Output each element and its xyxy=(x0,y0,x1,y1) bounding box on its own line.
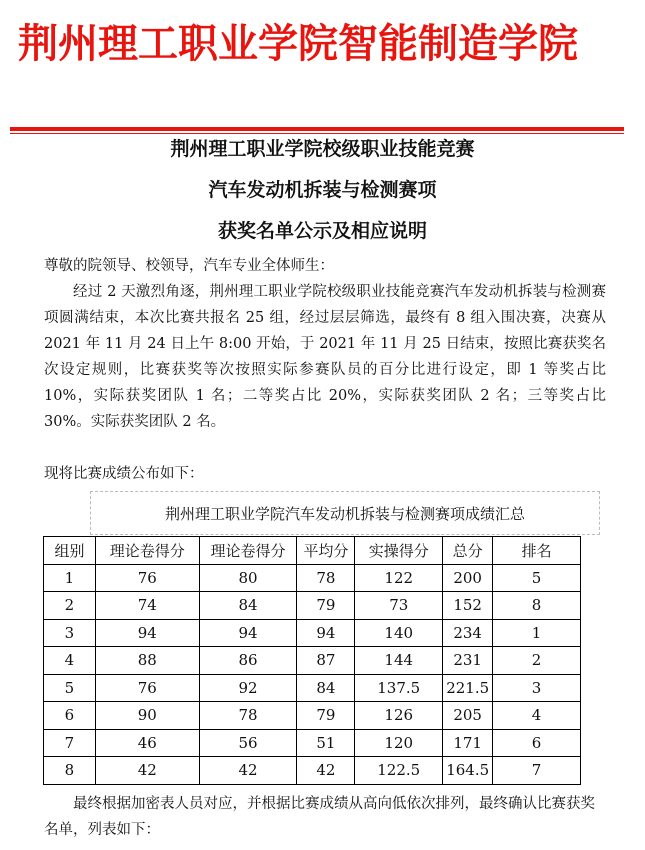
table-cell: 42 xyxy=(199,757,297,785)
announcement-line: 现将比赛成绩公布如下： xyxy=(44,466,204,482)
table-row xyxy=(44,702,581,730)
table-cell: 7 xyxy=(493,757,581,785)
table-row xyxy=(44,729,581,757)
table-cell: 120 xyxy=(355,729,443,757)
table-cell: 76 xyxy=(95,674,199,702)
table-cell: 205 xyxy=(443,702,493,730)
table-row xyxy=(44,619,581,647)
table-cell: 94 xyxy=(199,619,297,647)
table-cell: 122 xyxy=(355,564,443,592)
table-cell: 152 xyxy=(443,592,493,620)
table-cell: 144 xyxy=(355,647,443,675)
table-cell: 51 xyxy=(297,729,355,757)
table-cell: 4 xyxy=(493,702,581,730)
table-row xyxy=(44,757,581,785)
table-cell: 42 xyxy=(95,757,199,785)
greeting: 尊敬的院领导、校领导，汽车专业全体师生： xyxy=(44,258,334,274)
table-cell: 140 xyxy=(355,619,443,647)
table-cell: 164.5 xyxy=(443,757,493,785)
table-cell: 4 xyxy=(44,647,96,675)
header-cell: 理论卷得分 xyxy=(95,537,199,565)
table-cell: 73 xyxy=(355,592,443,620)
table-cell: 74 xyxy=(95,592,199,620)
document-title-line-2: 汽车发动机拆装与检测赛项 xyxy=(208,179,437,201)
table-cell: 92 xyxy=(199,674,297,702)
table-cell: 76 xyxy=(95,564,199,592)
table-caption: 荆州理工职业学院汽车发动机拆装与检测赛项成绩汇总 xyxy=(90,491,600,535)
table-row xyxy=(44,564,581,592)
table-cell: 5 xyxy=(44,674,96,702)
table-cell: 46 xyxy=(95,729,199,757)
header-cell: 组别 xyxy=(44,537,96,565)
table-header-row xyxy=(44,537,581,565)
table-row xyxy=(44,647,581,675)
header-cell: 平均分 xyxy=(297,537,355,565)
table-cell: 8 xyxy=(493,592,581,620)
table-row xyxy=(44,592,581,620)
table-cell: 7 xyxy=(44,729,96,757)
table-cell: 84 xyxy=(199,592,297,620)
table-cell: 90 xyxy=(95,702,199,730)
table-cell: 1 xyxy=(44,564,96,592)
header-cell: 排名 xyxy=(493,537,581,565)
table-row xyxy=(44,674,581,702)
table-cell: 3 xyxy=(493,674,581,702)
masthead-divider-thick xyxy=(10,127,624,131)
table-cell: 86 xyxy=(199,647,297,675)
table-cell: 6 xyxy=(44,702,96,730)
table-cell: 80 xyxy=(199,564,297,592)
table-cell: 56 xyxy=(199,729,297,757)
main-paragraph: 经过 2 天激烈角逐，荆州理工职业学院校级职业技能竞赛汽车发动机拆装与检测赛项圆满结束，本次比赛共报名 25 组，经过层层筛选，最终有 8 组入围决赛，决赛从 2021 年 11 月 24 日上午 8:00 开始，于 2021 年 11 月 25 日结束，按照比赛获奖名次设定规则，比赛获奖等次按照实际参赛队员的百分比进行设定，即 1 等奖占比 10%，实际获奖团队 1 名；二等奖占比 20%，实际获奖团队 2 名；三等奖占比 30%。实际获奖团队 2 名。 xyxy=(44,284,606,430)
table-cell: 78 xyxy=(199,702,297,730)
document-title-line-3: 获奖名单公示及相应说明 xyxy=(217,220,427,242)
table-cell: 126 xyxy=(355,702,443,730)
table-cell: 84 xyxy=(297,674,355,702)
table-cell: 234 xyxy=(443,619,493,647)
header-cell: 总分 xyxy=(443,537,493,565)
table-cell: 122.5 xyxy=(355,757,443,785)
header-cell: 理论卷得分 xyxy=(199,537,297,565)
masthead-title: 荆州理工职业学院智能制造学院 xyxy=(18,21,578,67)
table-cell: 137.5 xyxy=(355,674,443,702)
table-cell: 87 xyxy=(297,647,355,675)
table-cell: 2 xyxy=(493,647,581,675)
table-cell: 200 xyxy=(443,564,493,592)
document-title-line-1: 荆州理工职业学院校级职业技能竞赛 xyxy=(170,138,475,160)
table-cell: 221.5 xyxy=(443,674,493,702)
table-cell: 6 xyxy=(493,729,581,757)
header-cell: 实操得分 xyxy=(355,537,443,565)
table-cell: 88 xyxy=(95,647,199,675)
table-cell: 79 xyxy=(297,702,355,730)
table-cell: 94 xyxy=(95,619,199,647)
table-cell: 231 xyxy=(443,647,493,675)
table-cell: 171 xyxy=(443,729,493,757)
table-cell: 8 xyxy=(44,757,96,785)
table-cell: 5 xyxy=(493,564,581,592)
scores-table xyxy=(43,536,581,785)
closing-paragraph: 最终根据加密表人员对应，并根据比赛成绩从高向低依次排列，最终确认比赛获奖名单，列表如下： xyxy=(44,796,595,838)
table-cell: 94 xyxy=(297,619,355,647)
table-cell: 2 xyxy=(44,592,96,620)
table-cell: 42 xyxy=(297,757,355,785)
table-cell: 1 xyxy=(493,619,581,647)
table-cell: 3 xyxy=(44,619,96,647)
table-cell: 78 xyxy=(297,564,355,592)
table-cell: 79 xyxy=(297,592,355,620)
